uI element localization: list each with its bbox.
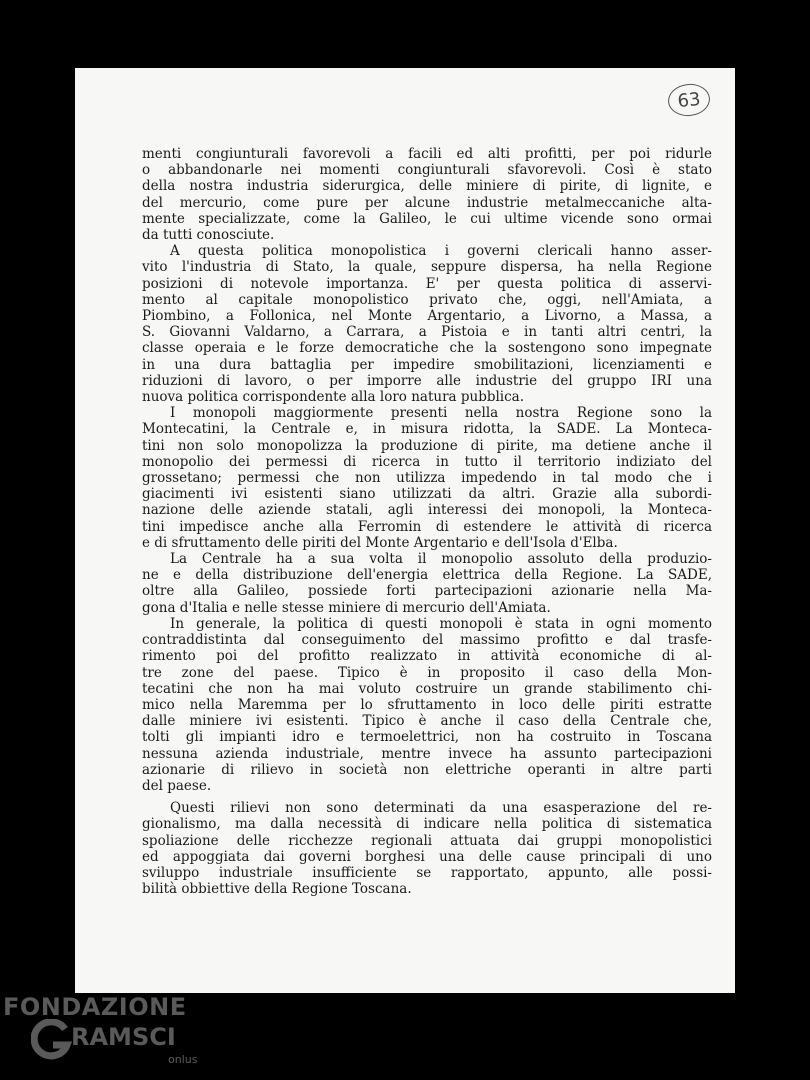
text-line: gionalismo, ma dalla necessità di indicare nella politica di sistematica (142, 816, 712, 833)
text-line: del mercurio, come pure per alcune industrie metalmeccaniche alta- (142, 194, 712, 211)
paragraph (142, 243, 712, 405)
logo-g-icon (31, 1019, 73, 1061)
text-line: Montecatini, la Centrale e, in misura ridotta, la SADE. La Monteca- (142, 421, 712, 438)
text-line: del paese. (142, 777, 212, 794)
text-line: riduzioni di lavoro, o per imporre alle industrie del gruppo IRI una (142, 372, 712, 389)
paragraph (142, 616, 712, 794)
text-line: La Centrale ha a sua volta il monopolio assoluto della produzio- (170, 551, 712, 568)
text-line: spoliazione delle ricchezze regionali attuata dai gruppi monopolistici (142, 832, 712, 849)
text-line: tolti gli impianti idro e termoelettrici, non ha costruito in Toscana (142, 729, 712, 746)
logo-sub: onlus (168, 1053, 198, 1066)
text-line: tini impedisce anche alla Ferromin di estendere le attività di ricerca (142, 518, 712, 535)
text-line: nessuna azienda industriale, mentre invece ha assunto partecipazioni (142, 745, 712, 762)
body-text (142, 146, 712, 897)
text-line: oltre alla Galileo, possiede forti partecipazioni azionarie nella Ma- (142, 583, 712, 600)
text-line: menti congiunturali favorevoli a facili ed alti profitti, per poi ridurle (142, 146, 712, 162)
text-line: mico nella Maremma per lo sfruttamento in loco delle piriti estratte (142, 696, 712, 713)
text-line: I monopoli maggiormente presenti nella nostra Regione sono la (170, 405, 712, 422)
text-line: sviluppo industriale insufficiente se rapportato, appunto, alle possi- (142, 864, 712, 881)
text-line: giacimenti ivi esistenti siano utilizzati da altri. Grazie alla subordi- (142, 486, 712, 503)
text-line: In generale, la politica di questi monopoli è stata in ogni momento (170, 615, 712, 632)
logo-line2: RAMSCI (71, 1023, 176, 1051)
document-page (75, 68, 735, 993)
text-line: Questi rilievi non sono determinati da una esasperazione del re- (170, 800, 712, 817)
text-line: tecatini che non ha mai voluto costruire un grande stabilimento chi- (142, 680, 712, 697)
text-line: S. Giovanni Valdarno, a Carrara, a Pistoia e in tanti altri centri, la (142, 324, 712, 341)
text-line: Piombino, a Follonica, nel Monte Argentario, a Livorno, a Massa, a (142, 308, 712, 325)
text-line: e di sfruttamento delle piriti del Monte Argentario e dell'Isola d'Elba. (142, 534, 618, 551)
text-line: monopolio dei permessi di ricerca in tutto il territorio indiziato del (142, 453, 712, 470)
paragraph (142, 800, 712, 897)
paragraph (142, 405, 712, 551)
text-line: azionarie di rilievo in società non elettriche operanti in altre parti (142, 761, 712, 778)
text-line: della nostra industria siderurgica, delle miniere di pirite, di lignite, e (142, 178, 712, 195)
fondazione-gramsci-logo (3, 993, 203, 1068)
text-line: da tutti conosciute. (142, 227, 275, 244)
text-line: ed appoggiata dai governi borghesi una delle cause principali di uno (142, 848, 712, 865)
text-line: classe operaia e le forze democratiche che la sostengono sono impegnate (142, 340, 712, 357)
text-line: tini non solo monopolizza la produzione di pirite, ma detiene anche il (142, 437, 712, 454)
paragraph (142, 551, 712, 616)
text-line: vito l'industria di Stato, la quale, seppure dispersa, ha nella Regione (142, 259, 712, 276)
text-line: rimento poi del profitto realizzato in attività economiche di al- (142, 648, 712, 665)
text-line: contraddistinta dal conseguimento del massimo profitto e dal trasfe- (142, 632, 712, 649)
text-line: mente specializzate, come la Galileo, le cui ultime vicende sono ormai (142, 210, 712, 227)
text-line: in una dura battaglia per impedire smobilitazioni, licenziamenti e (142, 356, 712, 373)
text-line: nazione delle aziende statali, agli interessi dei monopoli, la Monteca- (142, 502, 712, 519)
logo-line1: FONDAZIONE (3, 993, 187, 1021)
paragraph (142, 146, 712, 243)
text-line: A questa politica monopolistica i governi clericali hanno asser- (170, 243, 712, 260)
text-line: bilità obbiettive della Regione Toscana. (142, 881, 412, 898)
text-line: gona d'Italia e nelle stesse miniere di mercurio dell'Amiata. (142, 599, 551, 616)
text-line: mento al capitale monopolistico privato che, oggi, nell'Amiata, a (142, 291, 712, 308)
text-line: posizioni di notevole importanza. E' per questa politica di asservi- (142, 275, 712, 292)
text-line: o abbandonarle nei momenti congiunturali sfavorevoli. Così è stato (142, 162, 712, 179)
text-line: nuova politica corrispondente alla loro natura pubblica. (142, 389, 525, 406)
text-line: tre zone del paese. Tipico è in proposito il caso della Mon- (142, 664, 712, 681)
text-line: dalle miniere ivi esistenti. Tipico è anche il caso della Centrale che, (142, 713, 712, 730)
page-number: 63 (666, 82, 711, 118)
text-line: grossetano; permessi che non utilizza impedendo in tal modo che i (142, 470, 712, 487)
text-line: ne e della distribuzione dell'energia elettrica della Regione. La SADE, (142, 567, 712, 584)
